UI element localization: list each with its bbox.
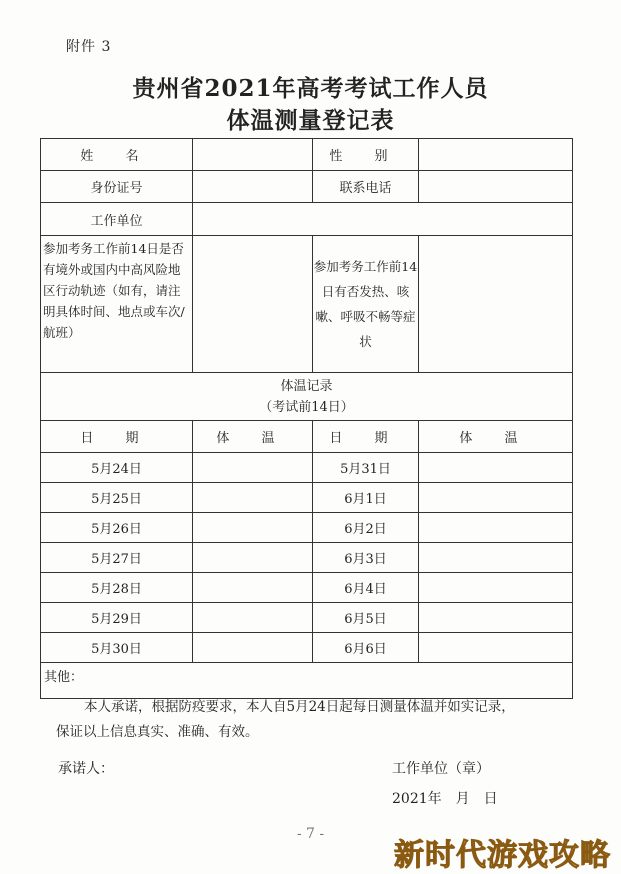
right-date-cell: 6月6日 xyxy=(313,633,419,663)
symptom-question: 参加考务工作前14日有否发热、咳嗽、呼吸不畅等症状 xyxy=(313,236,419,373)
right-date-cell: 6月4日 xyxy=(313,573,419,603)
left-temperature-field[interactable] xyxy=(193,453,313,483)
page-number: - 7 - xyxy=(296,826,325,842)
registration-form-table xyxy=(40,138,573,699)
table-row xyxy=(41,603,573,633)
table-row xyxy=(41,543,573,573)
symptom-field[interactable] xyxy=(419,236,573,373)
promisor-label: 承诺人： xyxy=(58,761,114,777)
right-date-cell: 6月1日 xyxy=(313,483,419,513)
temperature-record-subtitle: （考试前14日） xyxy=(259,399,354,415)
name-field[interactable] xyxy=(193,139,313,171)
signature-date: 2021年 月 日 xyxy=(392,791,498,807)
travel-history-field[interactable] xyxy=(193,236,313,373)
pledge-text-line2: 保证以上信息真实、准确、有效。 xyxy=(56,724,259,740)
right-temperature-field[interactable] xyxy=(419,513,573,543)
travel-history-question: 参加考务工作前14日是否有境外或国内中高风险地区行动轨迹（如有，请注明具体时间、地点或车次/航班） xyxy=(41,236,193,373)
left-temperature-field[interactable] xyxy=(193,513,313,543)
right-temperature-field[interactable] xyxy=(419,483,573,513)
right-date-cell: 5月31日 xyxy=(313,453,419,483)
id-number-field[interactable] xyxy=(193,171,313,203)
left-date-cell: 5月26日 xyxy=(41,513,193,543)
name-label: 姓 名 xyxy=(41,139,193,171)
gender-label: 性 别 xyxy=(313,139,419,171)
document-title: 贵州省2021年高考考试工作人员 xyxy=(132,75,489,102)
work-unit-label: 工作单位 xyxy=(41,203,193,236)
right-date-cell: 6月5日 xyxy=(313,603,419,633)
table-row xyxy=(41,453,573,483)
temperature-column-header: 体 温 xyxy=(419,421,573,453)
left-temperature-field[interactable] xyxy=(193,543,313,573)
others-label: 其他： xyxy=(44,670,84,685)
left-temperature-field[interactable] xyxy=(193,603,313,633)
right-temperature-field[interactable] xyxy=(419,453,573,483)
right-temperature-field[interactable] xyxy=(419,633,573,663)
left-date-cell: 5月25日 xyxy=(41,483,193,513)
right-temperature-field[interactable] xyxy=(419,603,573,633)
phone-label: 联系电话 xyxy=(313,171,419,203)
left-date-cell: 5月28日 xyxy=(41,573,193,603)
gender-field[interactable] xyxy=(419,139,573,171)
temperature-record-header xyxy=(41,373,573,421)
left-date-cell: 5月27日 xyxy=(41,543,193,573)
table-row xyxy=(41,633,573,663)
right-date-cell: 6月2日 xyxy=(313,513,419,543)
right-temperature-field[interactable] xyxy=(419,573,573,603)
left-date-cell: 5月30日 xyxy=(41,633,193,663)
temperature-record-title: 体温记录 xyxy=(280,378,333,394)
left-date-cell: 5月29日 xyxy=(41,603,193,633)
left-temperature-field[interactable] xyxy=(193,573,313,603)
right-temperature-field[interactable] xyxy=(419,543,573,573)
attachment-label: 附件 3 xyxy=(66,39,112,55)
table-row xyxy=(41,513,573,543)
right-date-cell: 6月3日 xyxy=(313,543,419,573)
id-number-label: 身份证号 xyxy=(41,171,193,203)
document-subtitle: 体温测量登记表 xyxy=(226,107,395,134)
left-temperature-field[interactable] xyxy=(193,633,313,663)
table-row xyxy=(41,483,573,513)
pledge-text-line1: 本人承诺，根据防疫要求，本人自5月24日起每日测量体温并如实记录， xyxy=(84,699,515,715)
date-column-header: 日 期 xyxy=(41,421,193,453)
date-column-header: 日 期 xyxy=(313,421,419,453)
table-row xyxy=(41,573,573,603)
left-temperature-field[interactable] xyxy=(193,483,313,513)
work-unit-seal-label: 工作单位（章） xyxy=(392,761,490,777)
watermark: 新时代游戏攻略 xyxy=(394,838,611,873)
temperature-column-header: 体 温 xyxy=(193,421,313,453)
left-date-cell: 5月24日 xyxy=(41,453,193,483)
work-unit-field[interactable] xyxy=(193,203,573,236)
phone-field[interactable] xyxy=(419,171,573,203)
